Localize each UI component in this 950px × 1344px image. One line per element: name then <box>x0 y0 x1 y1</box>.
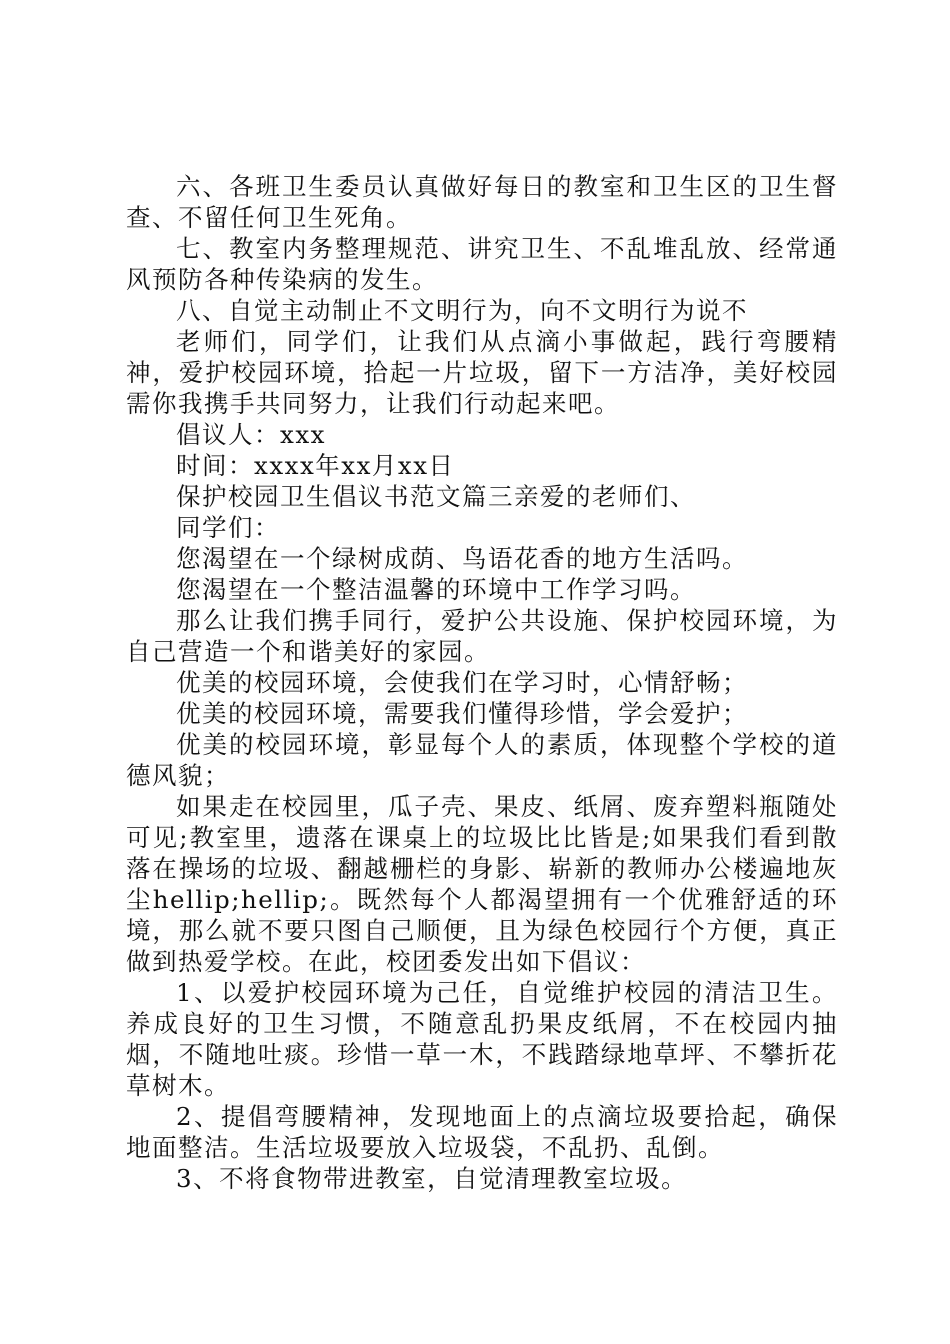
paragraph-item-8: 八、自觉主动制止不文明行为，向不文明行为说不 <box>176 296 748 325</box>
document-body <box>126 171 838 1194</box>
problem-description-paragraph: 如果走在校园里，瓜子壳、果皮、纸屑、废弃塑料瓶随处可见;教室里，遗落在课桌上的垃圾比比皆是;如果我们看到散落在操场的垃圾、翻越栅栏的身影、崭新的教师办公楼遍地灰尘hellip;hellip;。既然每个人都渴望拥有一个优雅舒适的环境，那么就不要只图自己顺便，且为绿色校园行个方便，真正做到热爱学校。在此，校团委发出如下倡议： <box>126 792 838 976</box>
environment-statement-1: 优美的校园环境，会使我们在学习时，心情舒畅； <box>176 668 748 697</box>
closing-appeal-paragraph: 老师们，同学们，让我们从点滴小事做起，践行弯腰精神，爱护校园环境，拾起一片垃圾，留下一方洁净，美好校园需你我携手共同努力，让我们行动起来吧。 <box>126 327 838 418</box>
initiator-line: 倡议人：xxx <box>176 420 326 449</box>
environment-statement-2: 优美的校园环境，需要我们懂得珍惜，学会爱护； <box>176 699 748 728</box>
question-paragraph-1: 您渴望在一个绿树成荫、鸟语花香的地方生活吗。 <box>176 544 748 573</box>
question-paragraph-2: 您渴望在一个整洁温馨的环境中工作学习吗。 <box>176 575 696 604</box>
call-to-action-paragraph: 那么让我们携手同行，爱护公共设施、保护校园环境，为自己营造一个和谐美好的家园。 <box>126 606 838 666</box>
section-title-line: 保护校园卫生倡议书范文篇三亲爱的老师们、 <box>176 482 696 511</box>
proposal-item-3: 3、不将食物带进教室，自觉清理教室垃圾。 <box>176 1164 688 1193</box>
paragraph-item-6: 六、各班卫生委员认真做好每日的教室和卫生区的卫生督查、不留任何卫生死角。 <box>126 172 838 232</box>
date-line: 时间：xxxx年xx月xx日 <box>176 451 455 480</box>
environment-statement-3: 优美的校园环境，彰显每个人的素质，体现整个学校的道德风貌； <box>126 730 838 790</box>
salutation-line: 同学们： <box>176 513 280 542</box>
proposal-item-1: 1、以爱护校园环境为己任，自觉维护校园的清洁卫生。养成良好的卫生习惯，不随意乱扔果皮纸屑，不在校园内抽烟，不随地吐痰。珍惜一草一木，不践踏绿地草坪、不攀折花草树木。 <box>126 978 838 1100</box>
proposal-item-2: 2、提倡弯腰精神，发现地面上的点滴垃圾要拾起，确保地面整洁。生活垃圾要放入垃圾袋，不乱扔、乱倒。 <box>126 1102 838 1162</box>
paragraph-item-7: 七、教室内务整理规范、讲究卫生、不乱堆乱放、经常通风预防各种传染病的发生。 <box>126 234 838 294</box>
